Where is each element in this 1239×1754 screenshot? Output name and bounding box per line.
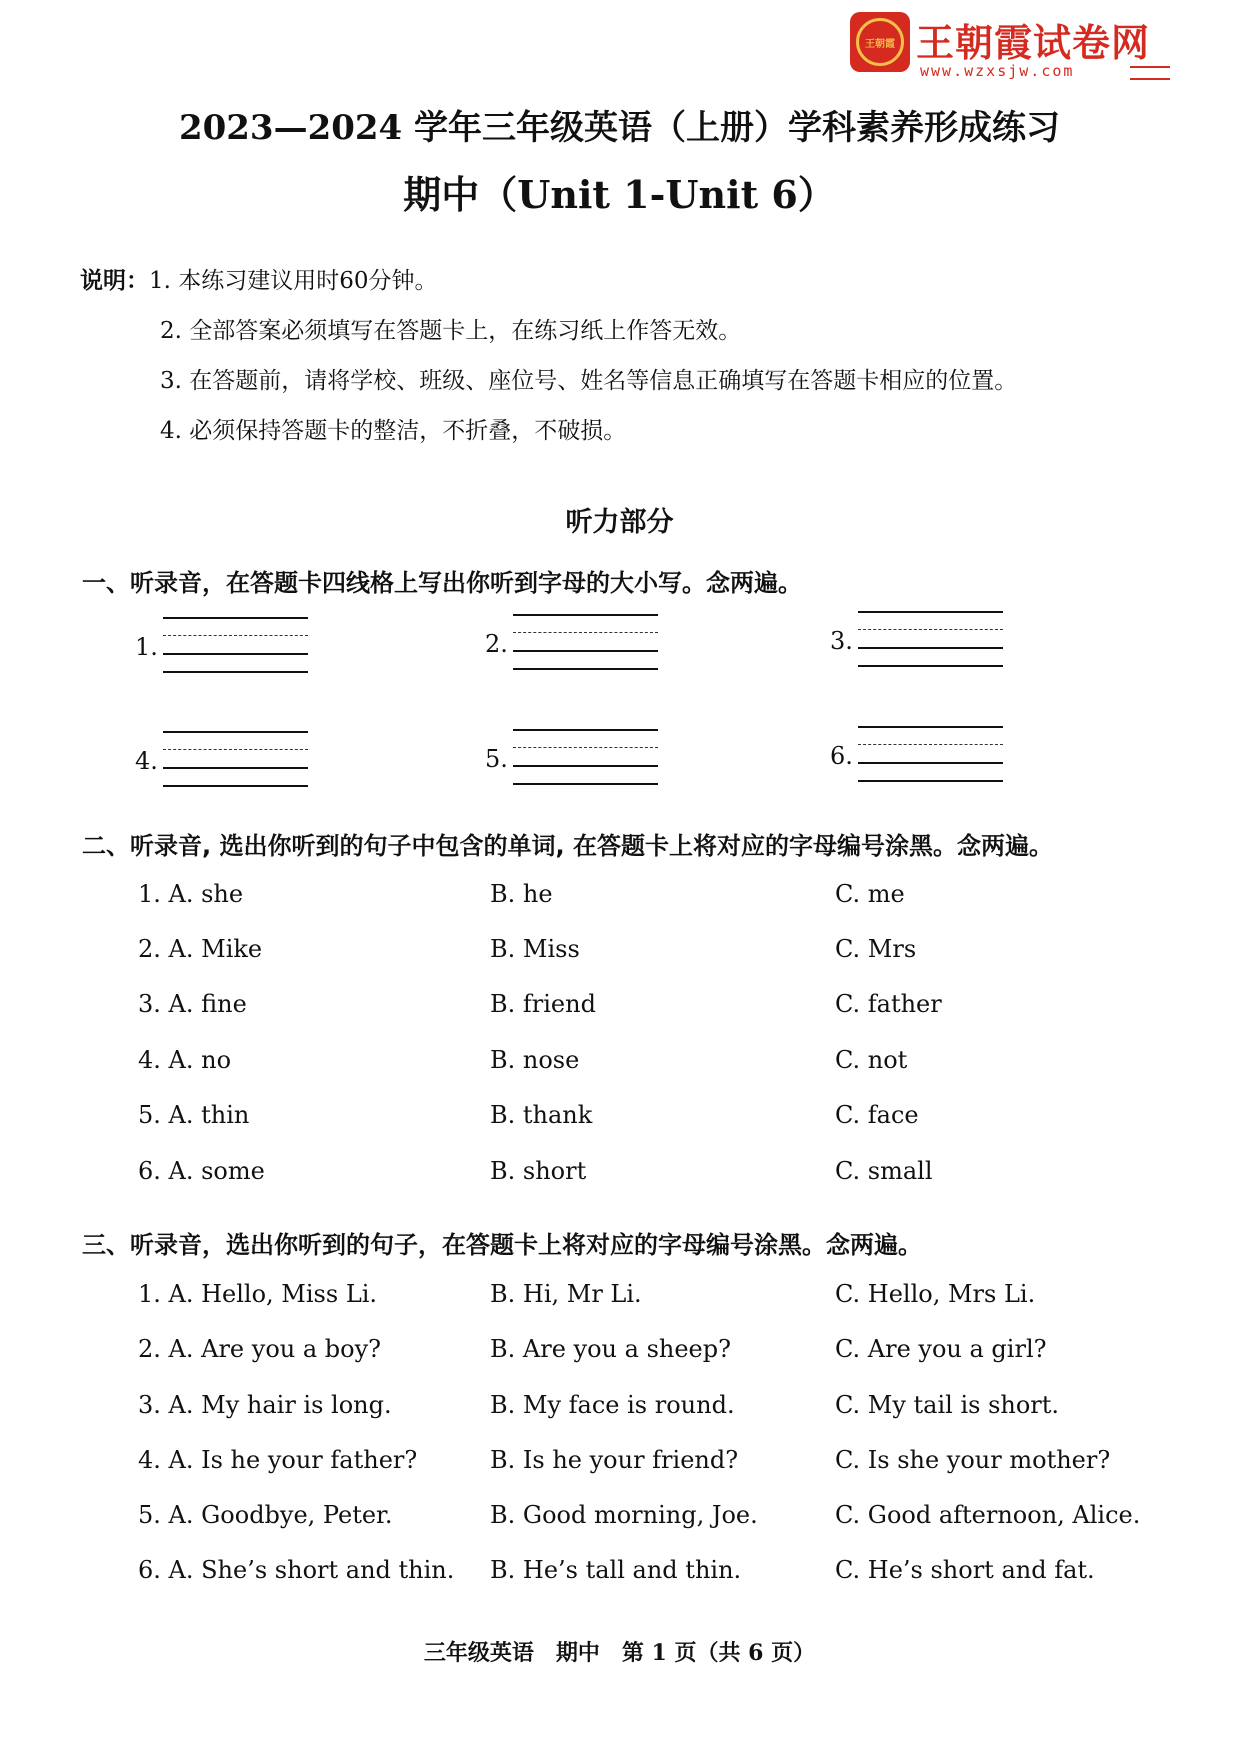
writing-grid: 4. bbox=[135, 727, 325, 791]
option-b: B. Miss bbox=[490, 935, 580, 963]
option-b: B. Hi, Mr Li. bbox=[490, 1280, 642, 1308]
option-c: C. Is she your mother? bbox=[835, 1446, 1111, 1474]
option-a: 5. A. thin bbox=[138, 1101, 250, 1129]
writing-grid: 2. bbox=[485, 610, 675, 674]
option-c: C. My tail is short. bbox=[835, 1391, 1060, 1419]
instruction-item: 2. 全部答案必须填写在答题卡上，在练习纸上作答无效。 bbox=[160, 318, 742, 344]
page-footer: 三年级英语 期中 第 1 页（共 6 页） bbox=[423, 1640, 816, 1666]
writing-grid: 1. bbox=[135, 613, 325, 677]
option-b: B. He’s tall and thin. bbox=[490, 1556, 742, 1584]
option-c: C. not bbox=[835, 1046, 908, 1074]
option-a: 2. A. Mike bbox=[138, 935, 263, 963]
option-a: 1. A. Hello, Miss Li. bbox=[138, 1280, 378, 1308]
option-a: 3. A. fine bbox=[138, 990, 247, 1018]
option-b: B. Is he your friend? bbox=[490, 1446, 739, 1474]
exam-subtitle: 期中（Unit 1-Unit 6） bbox=[403, 172, 836, 217]
instruction-item: 4. 必须保持答题卡的整洁，不折叠，不破损。 bbox=[160, 418, 627, 444]
option-b: B. Are you a sheep? bbox=[490, 1335, 731, 1363]
logo-url: www.wzxsjw.com bbox=[920, 62, 1075, 80]
option-a: 6. A. some bbox=[138, 1157, 265, 1185]
listening-section-heading: 听力部分 bbox=[565, 507, 674, 538]
site-logo bbox=[850, 12, 1170, 78]
option-c: C. face bbox=[835, 1101, 919, 1129]
option-a: 3. A. My hair is long. bbox=[138, 1391, 392, 1419]
option-a: 1. A. she bbox=[138, 880, 244, 908]
option-c: C. small bbox=[835, 1157, 933, 1185]
option-c: C. me bbox=[835, 880, 905, 908]
option-b: B. My face is round. bbox=[490, 1391, 735, 1419]
option-b: B. Good morning, Joe. bbox=[490, 1501, 758, 1529]
writing-grid: 6. bbox=[830, 722, 1020, 786]
option-b: B. nose bbox=[490, 1046, 580, 1074]
option-b: B. thank bbox=[490, 1101, 593, 1129]
instruction-item: 3. 在答题前，请将学校、班级、座位号、姓名等信息正确填写在答题卡相应的位置。 bbox=[160, 368, 1018, 394]
option-a: 4. A. no bbox=[138, 1046, 232, 1074]
logo-lines-icon bbox=[1130, 66, 1170, 80]
option-b: B. friend bbox=[490, 990, 596, 1018]
option-b: B. he bbox=[490, 880, 553, 908]
option-c: C. Mrs bbox=[835, 935, 917, 963]
writing-grid: 3. bbox=[830, 607, 1020, 671]
option-c: C. Good afternoon, Alice. bbox=[835, 1501, 1141, 1529]
logo-seal-icon: 王朝霞 bbox=[850, 12, 910, 72]
option-c: C. father bbox=[835, 990, 942, 1018]
instruction-item: 1. 本练习建议用时60分钟。 bbox=[149, 268, 438, 294]
writing-grid: 5. bbox=[485, 725, 675, 789]
option-c: C. He’s short and fat. bbox=[835, 1556, 1095, 1584]
option-b: B. short bbox=[490, 1157, 587, 1185]
part3-heading: 三、听录音，选出你听到的句子，在答题卡上将对应的字母编号涂黑。念两遍。 bbox=[82, 1231, 922, 1259]
option-a: 5. A. Goodbye, Peter. bbox=[138, 1501, 393, 1529]
option-c: C. Hello, Mrs Li. bbox=[835, 1280, 1036, 1308]
part2-heading: 二、听录音, 选出你听到的句子中包含的单词, 在答题卡上将对应的字母编号涂黑。念两遍。 bbox=[82, 832, 1053, 860]
option-c: C. Are you a girl? bbox=[835, 1335, 1047, 1363]
instructions-label: 说明： bbox=[80, 267, 149, 294]
logo-brand: 王朝霞试卷网 bbox=[916, 21, 1151, 65]
exam-title: 2023—2024 学年三年级英语（上册）学科素养形成练习 bbox=[178, 108, 1061, 148]
option-a: 2. A. Are you a boy? bbox=[138, 1335, 382, 1363]
option-a: 4. A. Is he your father? bbox=[138, 1446, 418, 1474]
option-a: 6. A. She’s short and thin. bbox=[138, 1556, 455, 1584]
part1-heading: 一、听录音，在答题卡四线格上写出你听到字母的大小写。念两遍。 bbox=[82, 569, 802, 597]
